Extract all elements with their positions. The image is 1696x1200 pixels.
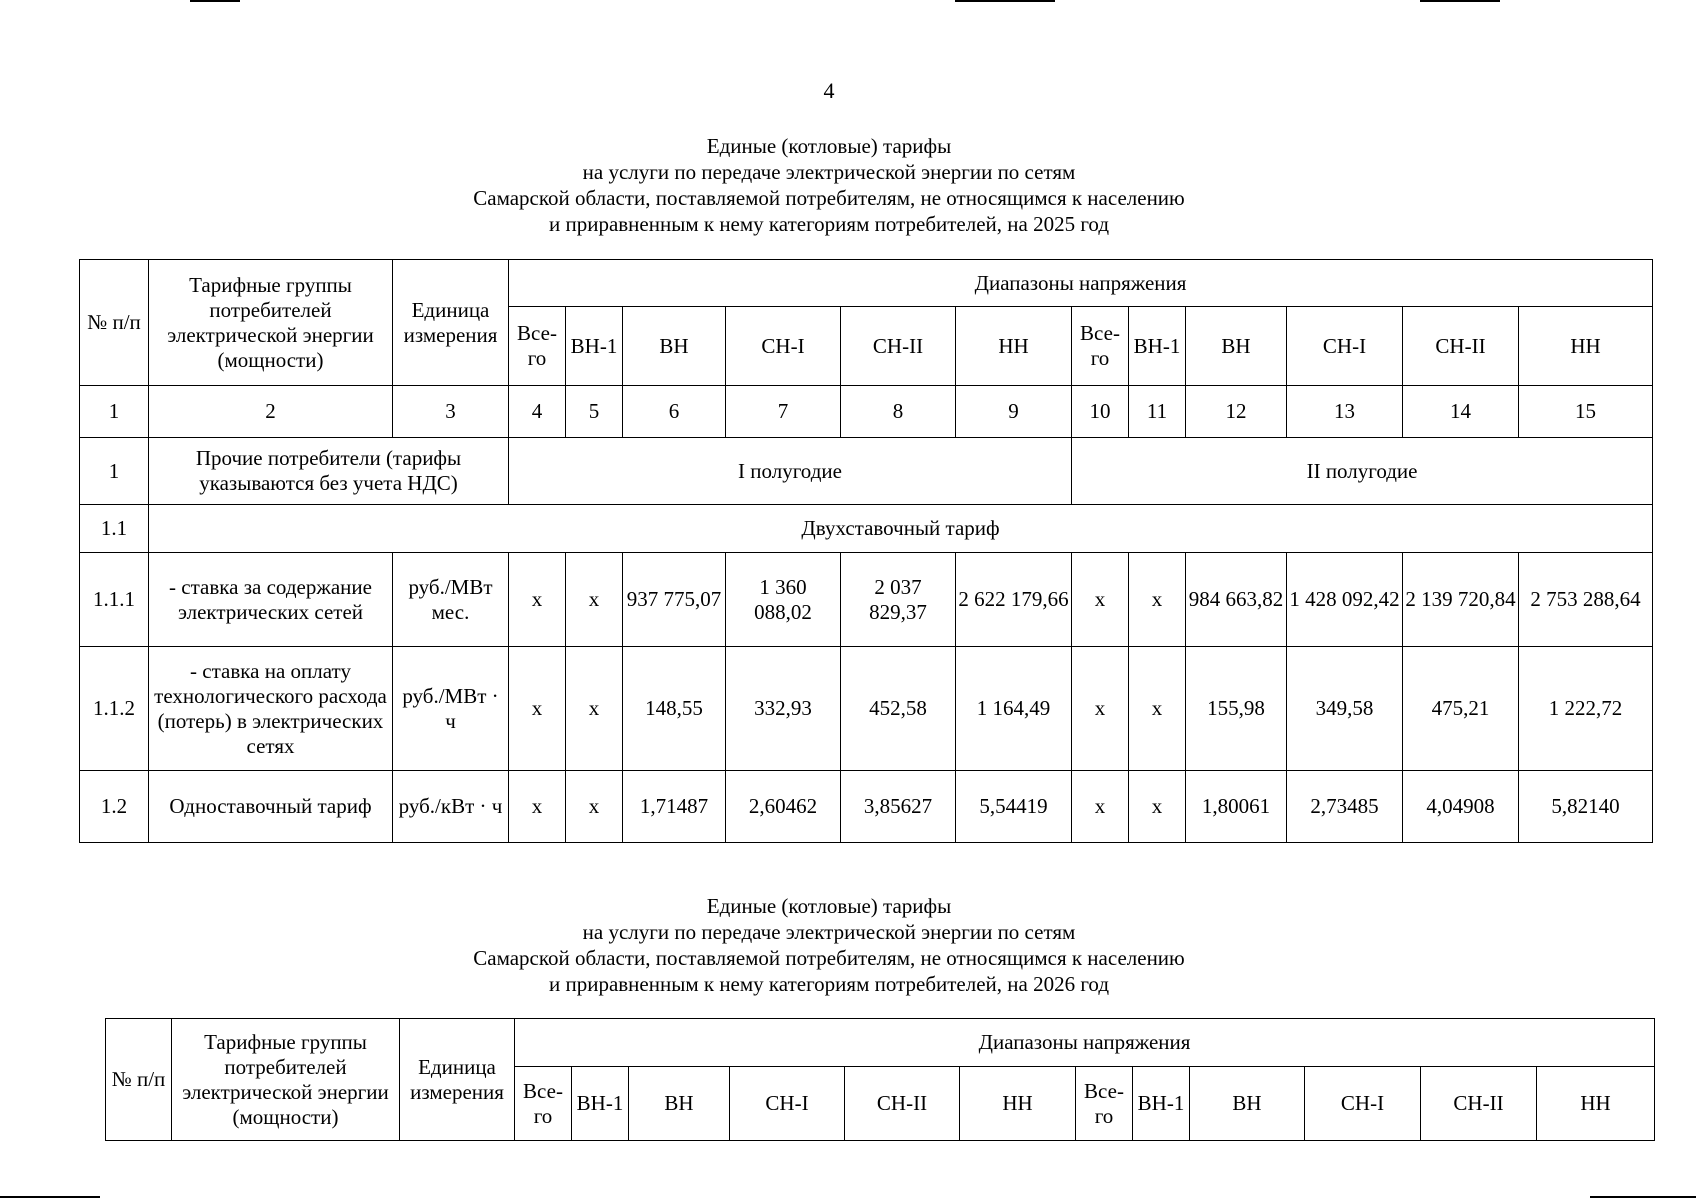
header-subcol: ВН-1 bbox=[1133, 1067, 1190, 1141]
header-subcol: СН-I bbox=[726, 307, 841, 386]
scan-artifact bbox=[955, 0, 1055, 2]
value-cell: 2,60462 bbox=[726, 771, 841, 843]
row-num: 1.2 bbox=[80, 771, 149, 843]
value-cell: x bbox=[1072, 771, 1129, 843]
value-cell: 5,82140 bbox=[1519, 771, 1653, 843]
table-row bbox=[80, 771, 1653, 843]
value-cell: 984 663,82 bbox=[1186, 553, 1287, 647]
col-number: 12 bbox=[1186, 386, 1287, 438]
value-cell: 349,58 bbox=[1287, 647, 1403, 771]
col-number: 5 bbox=[566, 386, 623, 438]
value-cell: 2 037 829,37 bbox=[841, 553, 956, 647]
table-row bbox=[80, 553, 1653, 647]
value-cell: 937 775,07 bbox=[623, 553, 726, 647]
col-number: 13 bbox=[1287, 386, 1403, 438]
header-subcol: ВН-1 bbox=[566, 307, 623, 386]
scan-artifact bbox=[190, 0, 240, 2]
half-year-2-label: II полугодие bbox=[1072, 438, 1653, 505]
col-number: 2 bbox=[149, 386, 393, 438]
header-tariff-groups: Тарифные группы потребителей электрической энергии (мощности) bbox=[149, 260, 393, 386]
value-cell: x bbox=[1072, 553, 1129, 647]
value-cell: x bbox=[1072, 647, 1129, 771]
table-row bbox=[80, 647, 1653, 771]
row-num: 1 bbox=[80, 438, 149, 505]
col-number: 11 bbox=[1129, 386, 1186, 438]
title-line: и приравненным к нему категориям потребителей, на 2026 год bbox=[548, 972, 1110, 996]
value-cell: 1 360 088,02 bbox=[726, 553, 841, 647]
header-subcol: ВН bbox=[1186, 307, 1287, 386]
value-cell: x bbox=[509, 553, 566, 647]
title-line: Самарской области, поставляемой потребителям, не относящимся к населению bbox=[473, 946, 1185, 970]
header-subcol: ВН bbox=[629, 1067, 730, 1141]
row-label: - ставка за содержание электрических сетей bbox=[149, 553, 393, 647]
value-cell: 2 622 179,66 bbox=[956, 553, 1072, 647]
table-row bbox=[80, 438, 1653, 505]
row-unit: руб./кВт · ч bbox=[393, 771, 509, 843]
column-number-row bbox=[80, 386, 1653, 438]
col-number: 7 bbox=[726, 386, 841, 438]
header-subcol: НН bbox=[956, 307, 1072, 386]
col-number: 1 bbox=[80, 386, 149, 438]
row-num: 1.1 bbox=[80, 505, 149, 553]
header-subcol: СН-II bbox=[1403, 307, 1519, 386]
header-subcol: СН-II bbox=[845, 1067, 960, 1141]
value-cell: 2 139 720,84 bbox=[1403, 553, 1519, 647]
header-subcol: НН bbox=[960, 1067, 1076, 1141]
col-number: 10 bbox=[1072, 386, 1129, 438]
header-subcol: ВН bbox=[623, 307, 726, 386]
row-label: Двухставочный тариф bbox=[149, 505, 1653, 553]
scan-artifact bbox=[1590, 1196, 1696, 1198]
value-cell: 475,21 bbox=[1403, 647, 1519, 771]
header-subcol: ВН-1 bbox=[1129, 307, 1186, 386]
col-number: 6 bbox=[623, 386, 726, 438]
value-cell: x bbox=[509, 771, 566, 843]
header-subcol: СН-I bbox=[1287, 307, 1403, 386]
tariff-table-2026 bbox=[105, 1018, 1655, 1141]
header-subcol: НН bbox=[1537, 1067, 1655, 1141]
scan-artifact bbox=[1420, 0, 1500, 2]
col-number: 8 bbox=[841, 386, 956, 438]
scan-artifact bbox=[0, 1196, 100, 1198]
value-cell: 1 222,72 bbox=[1519, 647, 1653, 771]
value-cell: 3,85627 bbox=[841, 771, 956, 843]
header-subcol: СН-II bbox=[1421, 1067, 1537, 1141]
header-subcol: ВН bbox=[1190, 1067, 1305, 1141]
value-cell: x bbox=[509, 647, 566, 771]
title-line: Самарской области, поставляемой потребителям, не относящимся к населению bbox=[473, 186, 1185, 210]
header-subcol: НН bbox=[1519, 307, 1653, 386]
value-cell: 1,71487 bbox=[623, 771, 726, 843]
value-cell: 1 428 092,42 bbox=[1287, 553, 1403, 647]
header-num: № п/п bbox=[106, 1019, 172, 1141]
table-title-2026 bbox=[0, 893, 1658, 997]
col-number: 14 bbox=[1403, 386, 1519, 438]
row-num: 1.1.2 bbox=[80, 647, 149, 771]
page-number: 4 bbox=[823, 78, 835, 103]
header-subcol: СН-I bbox=[730, 1067, 845, 1141]
value-cell: 2 753 288,64 bbox=[1519, 553, 1653, 647]
header-unit: Единица измерения bbox=[393, 260, 509, 386]
value-cell: 1 164,49 bbox=[956, 647, 1072, 771]
value-cell: 452,58 bbox=[841, 647, 956, 771]
row-label: - ставка на оплату технологического расхода (потерь) в электрических сетях bbox=[149, 647, 393, 771]
title-line: и приравненным к нему категориям потребителей, на 2025 год bbox=[548, 212, 1110, 236]
value-cell: 332,93 bbox=[726, 647, 841, 771]
title-line: на услуги по передаче электрической энергии по сетям bbox=[582, 920, 1076, 944]
col-number: 3 bbox=[393, 386, 509, 438]
title-line: Единые (котловые) тарифы bbox=[706, 134, 952, 158]
row-unit: руб./МВт · ч bbox=[393, 647, 509, 771]
title-line: на услуги по передаче электрической энергии по сетям bbox=[582, 160, 1076, 184]
value-cell: x bbox=[566, 771, 623, 843]
value-cell: 5,54419 bbox=[956, 771, 1072, 843]
col-number: 9 bbox=[956, 386, 1072, 438]
header-voltage-ranges: Диапазоны напряжения bbox=[509, 260, 1653, 307]
value-cell: x bbox=[566, 553, 623, 647]
col-number: 4 bbox=[509, 386, 566, 438]
header-subcol: Все-го bbox=[1072, 307, 1129, 386]
row-label: Одноставочный тариф bbox=[149, 771, 393, 843]
header-subcol: Все-го bbox=[509, 307, 566, 386]
table-title-2025 bbox=[0, 133, 1658, 237]
title-line: Единые (котловые) тарифы bbox=[706, 894, 952, 918]
col-number: 15 bbox=[1519, 386, 1653, 438]
value-cell: x bbox=[566, 647, 623, 771]
row-label: Прочие потребители (тарифы указываются без учета НДС) bbox=[149, 438, 509, 505]
value-cell: 148,55 bbox=[623, 647, 726, 771]
value-cell: x bbox=[1129, 553, 1186, 647]
value-cell: 2,73485 bbox=[1287, 771, 1403, 843]
value-cell: x bbox=[1129, 771, 1186, 843]
header-subcol: СН-II bbox=[841, 307, 956, 386]
value-cell: 4,04908 bbox=[1403, 771, 1519, 843]
row-unit: руб./МВт мес. bbox=[393, 553, 509, 647]
header-voltage-ranges: Диапазоны напряжения bbox=[515, 1019, 1655, 1067]
value-cell: 1,80061 bbox=[1186, 771, 1287, 843]
header-tariff-groups: Тарифные группы потребителей электрической энергии (мощности) bbox=[172, 1019, 400, 1141]
row-num: 1.1.1 bbox=[80, 553, 149, 647]
value-cell: x bbox=[1129, 647, 1186, 771]
header-subcol: Все-го bbox=[515, 1067, 572, 1141]
header-subcol: ВН-1 bbox=[572, 1067, 629, 1141]
tariff-table-2025 bbox=[79, 259, 1653, 843]
header-num: № п/п bbox=[80, 260, 149, 386]
header-subcol: Все-го bbox=[1076, 1067, 1133, 1141]
value-cell: 155,98 bbox=[1186, 647, 1287, 771]
header-unit: Единица измерения bbox=[400, 1019, 515, 1141]
half-year-1-label: I полугодие bbox=[509, 438, 1072, 505]
table-row bbox=[80, 505, 1653, 553]
header-subcol: СН-I bbox=[1305, 1067, 1421, 1141]
